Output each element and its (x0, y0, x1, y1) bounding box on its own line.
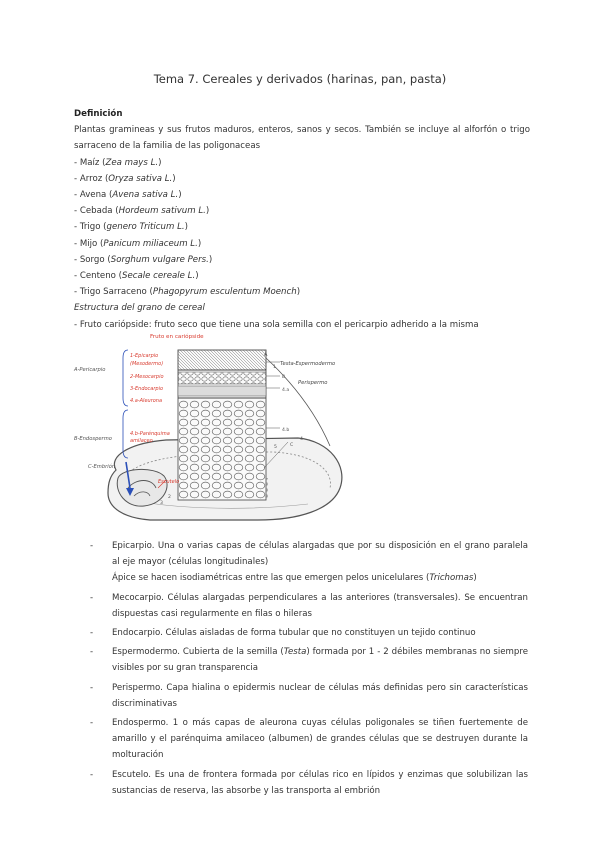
cereal-list (74, 155, 530, 301)
cereal-item: - Cebada (Hordeum sativum L.) (74, 206, 210, 217)
definition-heading: Definición (74, 109, 123, 119)
list-item: - Endocarpio. Células aisladas de forma tubular que no constituyen un tejido continuo (90, 628, 476, 639)
fig-mark-1: 1 (273, 365, 276, 370)
cereal-item: - Centeno (Secale cereale L.) (74, 271, 199, 282)
fig-title: Fruto en cariópside (150, 334, 204, 340)
cereal-item: - Avena (Avena sativa L.) (74, 190, 182, 201)
list-item: - Mecocarpio. Células alargadas perpendiculares a las anteriores (transversales). Se encuentran dispuestas casi regularmente en filas o hileras (90, 592, 528, 619)
fig-label-endospermo: B-Endospermo (74, 436, 112, 442)
cereal-item: - Arroz (Oryza sativa L.) (74, 173, 176, 184)
definition-intro: Plantas gramineas y sus frutos maduros, enteros, sanos y secos. También se incluye al alforfón o trigo sarraceno de la familia de las poligonaceas (74, 125, 530, 152)
fig-mark-5: 5 (274, 445, 277, 450)
cereal-item: - Mijo (Panicum miliaceum L.) (74, 238, 202, 249)
list-item: - Epicarpio. Una o varias capas de células alargadas que por su disposición en el grano paralela al eje mayor (células longitudinales) Ápice se hacen isodiamétricas entre las que emergen pelos unicelulares (Trichomas) (90, 541, 528, 584)
fig-label-epicarpio: 1-Epicarpio (130, 353, 159, 359)
fig-label-escutelo: Escutelo (158, 479, 180, 485)
fig-label-embrion: C-Embrión (88, 464, 116, 470)
fig-label-pericarpio: A-Pericarpio (74, 367, 106, 373)
fig-mark-b: B (282, 375, 286, 380)
list-item: - Perispermo. Capa hialina o epidermis nuclear de células más definidas pero sin características discriminativas (90, 682, 528, 709)
fig-mark-3: 3 (160, 501, 163, 506)
fruto-description: - Fruto cariópside: fruto seco que tiene una sola semilla con el pericarpio adherido a la misma (74, 319, 479, 330)
cereal-item: - Trigo (genero Triticum L.) (74, 222, 188, 233)
fig-label-aleurona: 4.a-Aleurona (130, 398, 163, 404)
fig-mark-c: C (290, 443, 294, 448)
list-item: - Endospermo. 1 o más capas de aleurona cuyas células poligonales se tiñen fuertemente de amarillo y el parénquima amilaceo (albumen) de grandes células que se destruyen durante la molturación (90, 718, 528, 761)
fig-mark-4a: 4.a (282, 388, 290, 393)
fig-mark-a: A (264, 352, 268, 358)
cereal-item: - Sorgo (Sorghum vulgare Pers.) (74, 254, 213, 265)
cereal-item: - Trigo Sarraceno (Phagopyrum esculentum Moench) (74, 287, 301, 298)
fig-label-amilaceo: amilaceo (130, 438, 153, 444)
fig-label-endocarpio: 3-Endocarpio (130, 386, 164, 392)
partes-list (90, 538, 528, 802)
grain-structure-diagram (68, 328, 353, 528)
list-item: - Espermodermo. Cubierta de la semilla (Testa) formada por 1 - 2 débiles membranas no siempre visibles por su gran transparencia (90, 647, 528, 674)
list-item: - Escutelo. Es una de frontera formada por células rico en lípidos y enzimas que solubilizan las sustancias de reserva, las absorbe y las transporta al embrión (90, 769, 528, 796)
fig-mark-4: 4 (300, 437, 303, 442)
estructura-heading: Estructura del grano de cereal (74, 303, 205, 314)
fig-label-perispermo: Perispermo (298, 380, 328, 386)
fig-label-testa: Testa-Espermodermo (280, 361, 336, 367)
page-title: Tema 7. Cereales y derivados (harinas, pan, pasta) (153, 72, 447, 86)
fig-label-parenquima: 4.b-Parénquima (130, 431, 170, 437)
cereal-item: - Maíz (Zea mays L.) (74, 157, 162, 168)
fig-mark-4b: 4.b (282, 428, 290, 433)
fig-label-mesodermo: (Mesodermo) (130, 361, 164, 367)
bracket-pericarpio (123, 350, 128, 406)
definition-section (74, 106, 530, 333)
fig-mark-2: 2 (168, 495, 171, 500)
fig-label-mesocarpio: 2-Mesocarpio (130, 374, 164, 380)
